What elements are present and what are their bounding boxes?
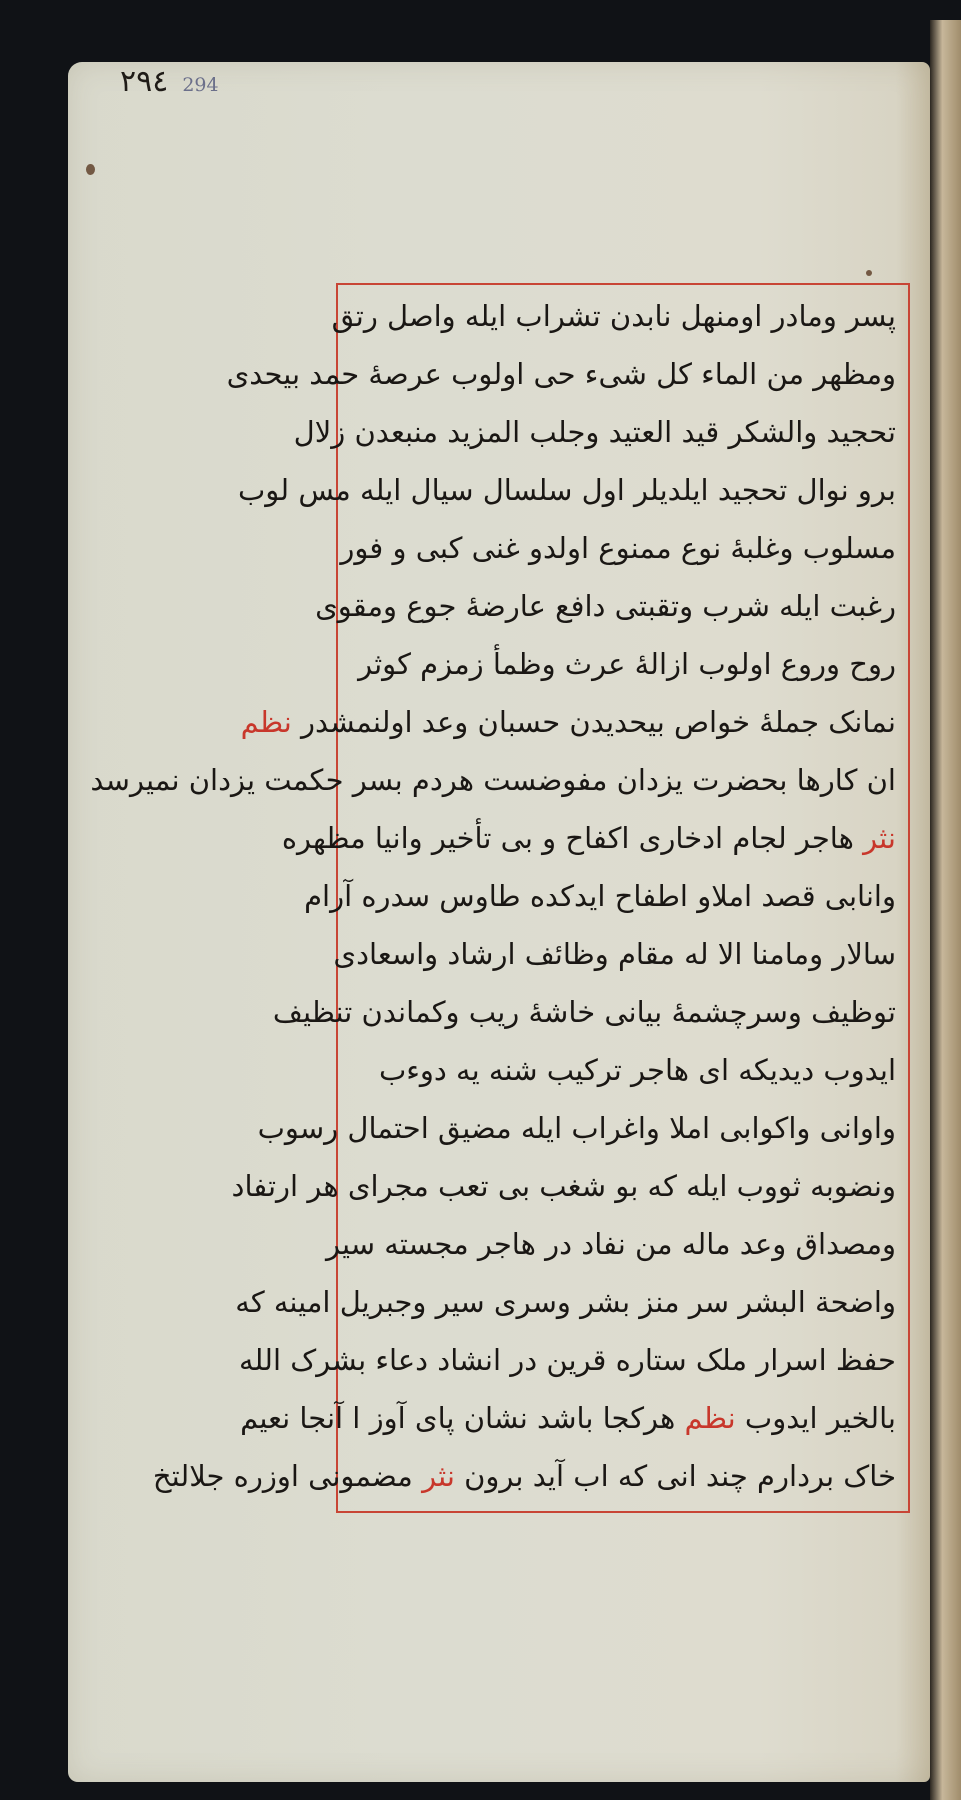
text-line: ومظهر من الماء کل شیء حی اولوب عرصهٔ حمد بیحدی xyxy=(226,357,896,391)
ink-spot xyxy=(866,270,872,276)
text-line: واوانی واکوابی املا واغراب ایله مضیق احتمال رسوب xyxy=(257,1111,896,1145)
text-line: ونضوبه ثووب ایله که بو شغب بی تعب مجرای هر ارتفاد xyxy=(231,1169,896,1203)
text-line: توظیف وسرچشمهٔ بیانی خاشهٔ ریب وکماندن تنظیف xyxy=(272,995,896,1029)
text-line: خاک بردارم چند انی که اب آید برون نثر مضمونی اوزره جلالتخ xyxy=(152,1459,896,1493)
text-line: نمانک جملهٔ خواص بیحدیدن حسبان وعد اولنمشدر نظم xyxy=(240,705,896,739)
text-line: واضحة البشر سر منز بشر وسری سیر وجبریل امینه که xyxy=(235,1285,896,1319)
rubric-word: نظم xyxy=(684,1401,736,1435)
book-edge xyxy=(930,20,961,1800)
text-line: وانابی قصد املاو اطفاح ایدکده طاوس سدره آرام xyxy=(304,879,896,913)
folio-pencil-number: 294 xyxy=(182,74,219,96)
text-line: سالار ومامنا الا له مقام وظائف ارشاد واسعادی xyxy=(333,937,896,971)
text-line: پسر ومادر اومنهل نابدن تشراب ایله واصل رتق xyxy=(331,299,896,333)
folio-number xyxy=(120,64,219,108)
text-line: ایدوب دیدیکه ای هاجر ترکیب شنه یه دوءب xyxy=(378,1053,896,1087)
text-line: رغبت ایله شرب وتقبتی دافع عارضهٔ جوع ومقوی xyxy=(315,589,896,623)
text-line: ان کارها بحضرت یزدان مفوضست هردم بسر حکمت یزدان نمیرسد xyxy=(90,763,896,797)
text-line: برو نوال تحجید ایلدیلر اول سلسال سیال ایله مس لوب xyxy=(238,473,896,507)
text-line: تحجید والشکر قید العتید وجلب المزید منبعدن زلال xyxy=(293,415,896,449)
text-line: ومصداق وعد ماله من نفاد در هاجر مجسته سیر xyxy=(325,1227,896,1261)
text-line: مسلوب وغلبهٔ نوع ممنوع اولدو غنی کبی و فور xyxy=(340,531,896,565)
text-line: بالخیر ایدوب نظم هرکجا باشد نشان پای آوز ا آنجا نعیم xyxy=(240,1401,896,1435)
rubric-word: نثر xyxy=(863,821,896,855)
text-block xyxy=(90,290,896,1502)
text-line: حفظ اسرار ملک ستاره قرین در انشاد دعاء بشرک الله xyxy=(239,1343,896,1377)
rubric-word: نثر xyxy=(422,1459,455,1493)
rubric-word: نظم xyxy=(240,705,292,739)
folio-arabic-numeral: ٢٩٤ xyxy=(120,64,169,99)
text-line: روح وروع اولوب ازالهٔ عرث وظمأ زمزم کوثر xyxy=(358,647,896,681)
text-line: نثر هاجر لجام ادخاری اکفاح و بی تأخیر وانیا مظهره xyxy=(281,821,896,855)
ink-spot xyxy=(86,164,95,175)
